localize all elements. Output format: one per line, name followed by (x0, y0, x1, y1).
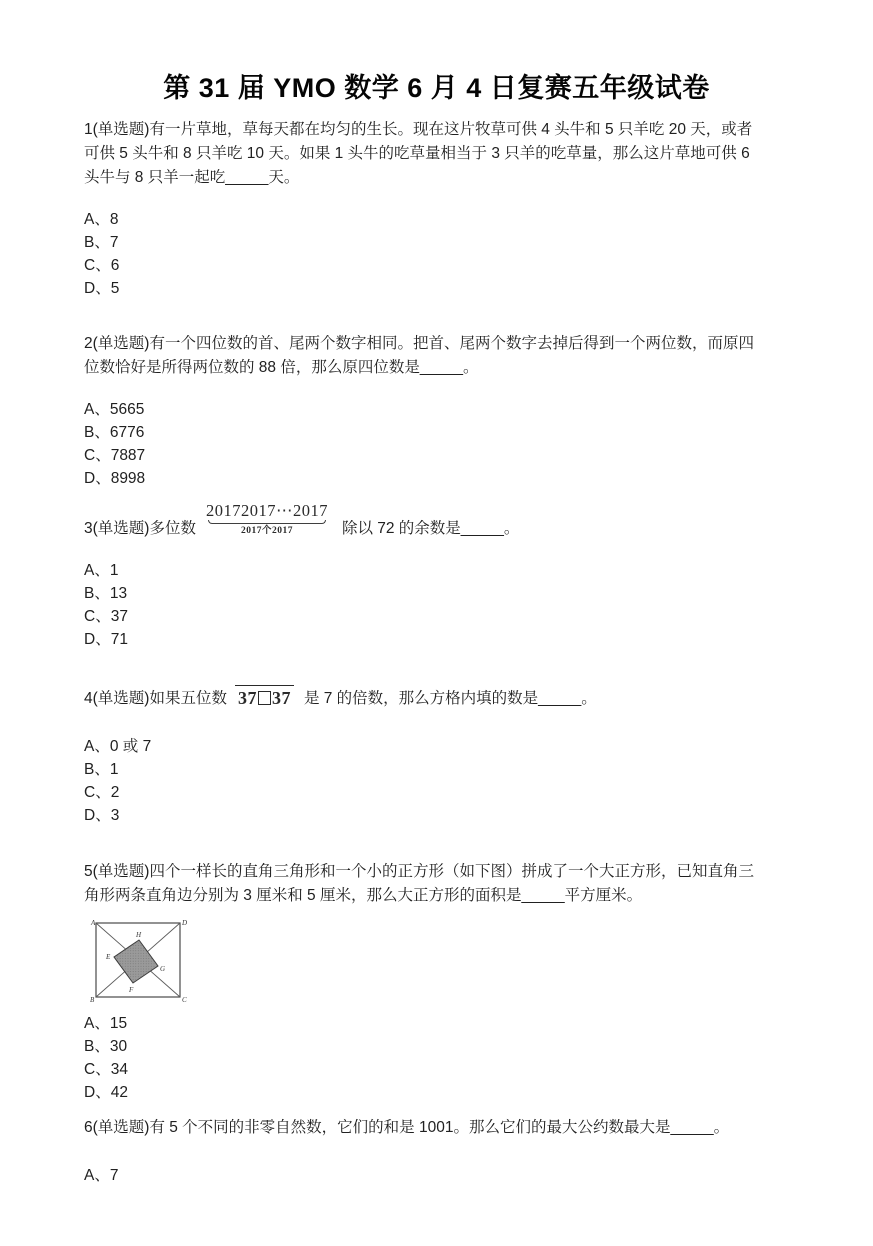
question-text-prefix: 3(单选题)多位数 (84, 520, 196, 537)
inner-shaded-square (114, 940, 158, 983)
option-row: C、37 (84, 608, 128, 625)
question-6-options (84, 1164, 823, 1187)
question-4 (84, 687, 823, 827)
question-3-text (84, 501, 823, 541)
option-row: A、5665 (84, 401, 145, 418)
option-row: C、2 (84, 784, 120, 801)
question-5-text (84, 860, 823, 908)
digits-before-box: 37 (237, 688, 257, 708)
square-figure (88, 916, 190, 1004)
option-row: B、6776 (84, 424, 145, 441)
option-row: D、8998 (84, 470, 146, 487)
option-row: A、0 或 7 (84, 738, 152, 755)
underbrace-icon (208, 520, 325, 524)
question-text-line: 角形两条直角边分别为 3 厘米和 5 厘米，那么大正方形的面积是_____平方厘米。 (84, 887, 643, 904)
digits-after-box: 37 (271, 688, 291, 708)
option-row: C、7887 (84, 447, 146, 464)
question-4-text (84, 687, 823, 711)
question-6 (84, 1116, 823, 1187)
figure-label: B (90, 996, 95, 1004)
question-1 (84, 118, 823, 300)
figure-label: E (106, 953, 111, 961)
question-2-text (84, 332, 823, 380)
question-2 (84, 332, 823, 490)
question-5 (84, 860, 823, 1104)
figure-label: A (91, 919, 96, 927)
question-2-options (84, 398, 823, 490)
question-text-line: 5(单选题)四个一样长的直角三角形和一个小的正方形（如下图）拼成了一个大正方形，已知直角三 (84, 863, 754, 880)
question-text-line: 2(单选题)有一个四位数的首、尾两个数字相同。把首、尾两个数字去掉后得到一个两位数，而原四 (84, 335, 754, 352)
option-row: A、1 (84, 562, 119, 579)
question-1-options (84, 208, 823, 300)
question-text-line: 6(单选题)有 5 个不同的非零自然数，它们的和是 1001。那么它们的最大公约数最大是_____。 (84, 1119, 730, 1136)
option-row: D、3 (84, 807, 120, 824)
question-text-line: 位数恰好是所得两位数的 88 倍，那么原四位数是_____。 (84, 359, 479, 376)
question-text-prefix: 4(单选题)如果五位数 (84, 690, 227, 707)
repeat-count-label: 2017个2017 (240, 526, 293, 536)
question-3-options (84, 559, 823, 651)
boxed-number-formula (235, 685, 294, 709)
question-text-suffix: 除以 72 的余数是_____。 (341, 520, 520, 537)
option-row: B、7 (84, 234, 119, 251)
repeated-number-formula (206, 501, 328, 537)
option-row: D、42 (84, 1084, 128, 1101)
figure-label: F (129, 986, 134, 994)
page-title: 第 31 届 YMO 数学 6 月 4 日复赛五年级试卷 (163, 73, 710, 103)
figure-label: D (182, 919, 188, 927)
option-row: C、34 (84, 1061, 128, 1078)
question-text-line: 可供 5 头牛和 8 只羊吃 10 天。如果 1 头牛的吃草量相当于 3 只羊的吃草量，那么这片草地可供 6 (84, 145, 750, 162)
square-figure-wrap (88, 916, 823, 1004)
option-row: A、7 (84, 1167, 119, 1184)
question-6-text (84, 1116, 823, 1140)
question-text-suffix: 是 7 的倍数，那么方格内填的数是_____。 (303, 690, 597, 707)
figure-label: C (182, 996, 187, 1004)
option-row: A、8 (84, 211, 119, 228)
option-row: B、13 (84, 585, 128, 602)
figure-label: G (160, 965, 166, 973)
repeated-number: 20172017⋯2017 (205, 501, 328, 520)
option-row: B、1 (84, 761, 119, 778)
question-3 (84, 501, 823, 651)
question-text-line: 1(单选题)有一片草地，草每天都在均匀的生长。现在这片牧草可供 4 头牛和 5 只羊吃 20 天，或者 (84, 121, 753, 138)
option-row: B、30 (84, 1038, 128, 1055)
option-row: C、6 (84, 257, 120, 274)
question-text-line: 头牛与 8 只羊一起吃_____天。 (84, 169, 300, 186)
option-row: A、15 (84, 1015, 128, 1032)
exam-content (84, 118, 823, 1187)
empty-digit-box (258, 691, 271, 705)
figure-label: H (136, 931, 142, 939)
option-row: D、71 (84, 631, 128, 648)
question-5-options (84, 1012, 823, 1104)
question-1-text (84, 118, 823, 190)
question-4-options (84, 735, 823, 827)
option-row: D、5 (84, 280, 120, 297)
